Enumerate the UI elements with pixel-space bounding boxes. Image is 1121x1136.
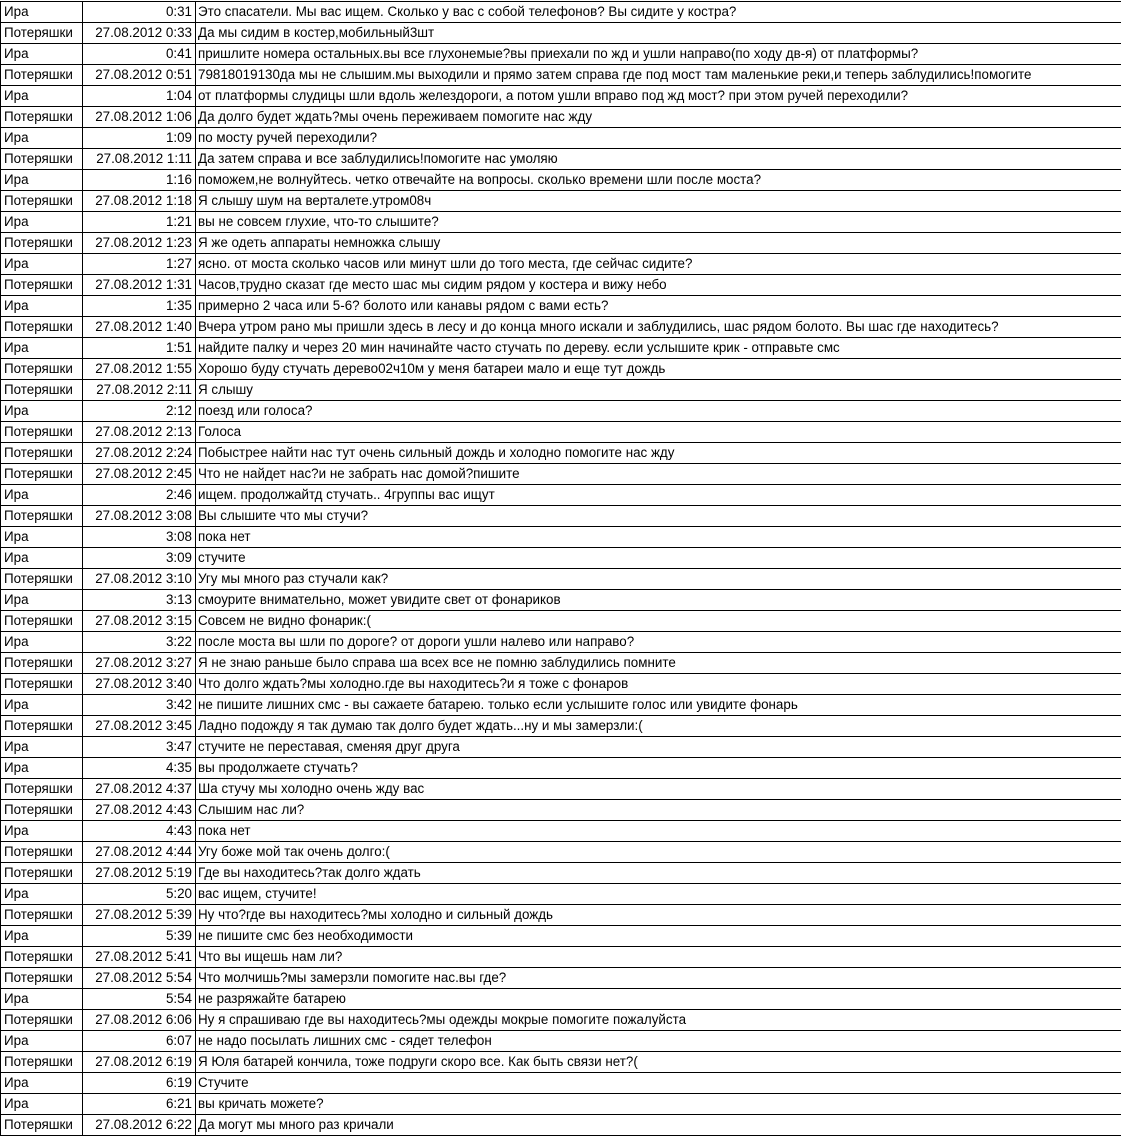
message-cell: Побыстрее найти нас тут очень сильный дождь и холодно помогите нас жду	[196, 443, 1121, 464]
time-cell: 27.08.2012 1:11	[83, 149, 196, 170]
message-cell: Что молчишь?мы замерзли помогите нас.вы где?	[196, 968, 1121, 989]
message-cell: Угу мы много раз стучали как?	[196, 569, 1121, 590]
message-cell: Вчера утром рано мы пришли здесь в лесу и до конца много искали и заблудились, шас рядом болото. Вы шас где находитесь?	[196, 317, 1121, 338]
message-cell: ищем. продолжайтд стучать.. 4группы вас ищут	[196, 485, 1121, 506]
table-row	[1, 1094, 1121, 1115]
time-cell: 5:54	[83, 989, 196, 1010]
time-cell: 3:42	[83, 695, 196, 716]
table-row	[1, 1010, 1121, 1031]
time-cell: 2:12	[83, 401, 196, 422]
time-cell: 27.08.2012 0:51	[83, 65, 196, 86]
table-row	[1, 464, 1121, 485]
sender-cell: Потеряшки	[1, 1010, 83, 1031]
sender-cell: Ира	[1, 590, 83, 611]
sender-cell: Потеряшки	[1, 317, 83, 338]
message-cell: вы не совсем глухие, что-то слышите?	[196, 212, 1121, 233]
message-cell: ясно. от моста сколько часов или минут шли до того места, где сейчас сидите?	[196, 254, 1121, 275]
sender-cell: Потеряшки	[1, 716, 83, 737]
time-cell: 27.08.2012 5:54	[83, 968, 196, 989]
table-row	[1, 1115, 1121, 1136]
sender-cell: Потеряшки	[1, 65, 83, 86]
table-row	[1, 695, 1121, 716]
message-cell: Я Юля батарей кончила, тоже подруги скоро все. Как быть связи нет?(	[196, 1052, 1121, 1073]
sender-cell: Потеряшки	[1, 779, 83, 800]
time-cell: 1:16	[83, 170, 196, 191]
sender-cell: Ира	[1, 695, 83, 716]
sender-cell: Потеряшки	[1, 674, 83, 695]
table-row	[1, 1031, 1121, 1052]
time-cell: 1:35	[83, 296, 196, 317]
table-row	[1, 779, 1121, 800]
sender-cell: Ира	[1, 2, 83, 23]
time-cell: 5:39	[83, 926, 196, 947]
sender-cell: Потеряшки	[1, 800, 83, 821]
table-row	[1, 632, 1121, 653]
message-cell: не пишите лишних смс - вы сажаете батарею. только если услышите голос или увидите фонарь	[196, 695, 1121, 716]
table-row	[1, 86, 1121, 107]
sender-cell: Потеряшки	[1, 611, 83, 632]
sender-cell: Ира	[1, 632, 83, 653]
sender-cell: Ира	[1, 1073, 83, 1094]
sender-cell: Ира	[1, 296, 83, 317]
table-row	[1, 947, 1121, 968]
table-row	[1, 968, 1121, 989]
table-row	[1, 128, 1121, 149]
time-cell: 3:08	[83, 527, 196, 548]
time-cell: 1:04	[83, 86, 196, 107]
table-row	[1, 149, 1121, 170]
message-cell: вас ищем, стучите!	[196, 884, 1121, 905]
table-row	[1, 233, 1121, 254]
message-cell: Я не знаю раньше было справа ша всех все не помню заблудились помните	[196, 653, 1121, 674]
time-cell: 5:20	[83, 884, 196, 905]
time-cell: 4:35	[83, 758, 196, 779]
message-cell: Да затем справа и все заблудились!помогите нас умоляю	[196, 149, 1121, 170]
table-row	[1, 863, 1121, 884]
time-cell: 4:43	[83, 821, 196, 842]
time-cell: 27.08.2012 3:45	[83, 716, 196, 737]
table-row	[1, 611, 1121, 632]
table-row	[1, 548, 1121, 569]
table-row	[1, 653, 1121, 674]
sender-cell: Ира	[1, 821, 83, 842]
table-row	[1, 422, 1121, 443]
time-cell: 27.08.2012 3:27	[83, 653, 196, 674]
message-cell: Слышим нас ли?	[196, 800, 1121, 821]
table-row	[1, 107, 1121, 128]
table-row	[1, 212, 1121, 233]
time-cell: 3:22	[83, 632, 196, 653]
sender-cell: Ира	[1, 44, 83, 65]
message-cell: поезд или голоса?	[196, 401, 1121, 422]
message-cell: Что вы ищешь нам ли?	[196, 947, 1121, 968]
time-cell: 27.08.2012 3:40	[83, 674, 196, 695]
table-row	[1, 527, 1121, 548]
message-cell: найдите палку и через 20 мин начинайте часто стучать по дереву. если услышите крик - отправьте смс	[196, 338, 1121, 359]
message-cell: стучите	[196, 548, 1121, 569]
table-row	[1, 443, 1121, 464]
sender-cell: Ира	[1, 1031, 83, 1052]
table-row	[1, 2, 1121, 23]
time-cell: 6:19	[83, 1073, 196, 1094]
message-cell: 79818019130да мы не слышим.мы выходили и прямо затем справа где под мост там маленькие реки,и теперь заблудились!помогите	[196, 65, 1121, 86]
sender-cell: Ира	[1, 1094, 83, 1115]
time-cell: 27.08.2012 1:31	[83, 275, 196, 296]
time-cell: 27.08.2012 4:37	[83, 779, 196, 800]
time-cell: 3:47	[83, 737, 196, 758]
time-cell: 3:13	[83, 590, 196, 611]
time-cell: 6:07	[83, 1031, 196, 1052]
message-cell: после моста вы шли по дороге? от дороги ушли налево или направо?	[196, 632, 1121, 653]
message-cell: Хорошо буду стучать дерево02ч10м у меня батареи мало и еще тут дождь	[196, 359, 1121, 380]
table-row	[1, 23, 1121, 44]
sms-log-table	[0, 1, 1121, 1136]
time-cell: 27.08.2012 2:13	[83, 422, 196, 443]
table-row	[1, 800, 1121, 821]
table-row	[1, 506, 1121, 527]
table-row	[1, 1052, 1121, 1073]
time-cell: 27.08.2012 6:22	[83, 1115, 196, 1136]
message-cell: стучите не переставая, сменяя друг друга	[196, 737, 1121, 758]
message-cell: пока нет	[196, 527, 1121, 548]
message-cell: Это спасатели. Мы вас ищем. Сколько у вас с собой телефонов? Вы сидите у костра?	[196, 2, 1121, 23]
sender-cell: Ира	[1, 254, 83, 275]
message-cell: Ладно подожду я так думаю так долго будет ждать...ну и мы замерзли:(	[196, 716, 1121, 737]
message-cell: Да долго будет ждать?мы очень переживаем помогите нас жду	[196, 107, 1121, 128]
table-row	[1, 569, 1121, 590]
table-row	[1, 275, 1121, 296]
message-cell: Что не найдет нас?и не забрать нас домой?пишите	[196, 464, 1121, 485]
time-cell: 27.08.2012 1:40	[83, 317, 196, 338]
sender-cell: Потеряшки	[1, 863, 83, 884]
time-cell: 1:27	[83, 254, 196, 275]
message-cell: Что долго ждать?мы холодно.где вы находитесь?и я тоже с фонаров	[196, 674, 1121, 695]
sender-cell: Ира	[1, 884, 83, 905]
table-row	[1, 359, 1121, 380]
time-cell: 27.08.2012 2:24	[83, 443, 196, 464]
message-cell: Вы слышите что мы стучи?	[196, 506, 1121, 527]
message-cell: Где вы находитесь?так долго ждать	[196, 863, 1121, 884]
table-row	[1, 65, 1121, 86]
sender-cell: Ира	[1, 86, 83, 107]
table-row	[1, 254, 1121, 275]
time-cell: 0:41	[83, 44, 196, 65]
message-cell: не разряжайте батарею	[196, 989, 1121, 1010]
sender-cell: Ира	[1, 527, 83, 548]
sender-cell: Ира	[1, 128, 83, 149]
message-cell: Угу боже мой так очень долго:(	[196, 842, 1121, 863]
sender-cell: Ира	[1, 989, 83, 1010]
message-cell: Стучите	[196, 1073, 1121, 1094]
sender-cell: Ира	[1, 485, 83, 506]
table-row	[1, 737, 1121, 758]
message-cell: не надо посылать лишних смс - сядет телефон	[196, 1031, 1121, 1052]
sender-cell: Потеряшки	[1, 905, 83, 926]
sender-cell: Потеряшки	[1, 464, 83, 485]
time-cell: 27.08.2012 2:11	[83, 380, 196, 401]
time-cell: 27.08.2012 4:43	[83, 800, 196, 821]
table-row	[1, 905, 1121, 926]
sender-cell: Ира	[1, 170, 83, 191]
sender-cell: Потеряшки	[1, 359, 83, 380]
sender-cell: Потеряшки	[1, 233, 83, 254]
sender-cell: Потеряшки	[1, 422, 83, 443]
time-cell: 27.08.2012 5:39	[83, 905, 196, 926]
time-cell: 1:21	[83, 212, 196, 233]
time-cell: 27.08.2012 1:23	[83, 233, 196, 254]
sender-cell: Потеряшки	[1, 149, 83, 170]
sender-cell: Потеряшки	[1, 380, 83, 401]
sender-cell: Потеряшки	[1, 1052, 83, 1073]
time-cell: 27.08.2012 3:15	[83, 611, 196, 632]
message-cell: Да могут мы много раз кричали	[196, 1115, 1121, 1136]
sender-cell: Ира	[1, 212, 83, 233]
sender-cell: Потеряшки	[1, 968, 83, 989]
message-cell: смоурите внимательно, может увидите свет от фонариков	[196, 590, 1121, 611]
sms-log-body	[1, 2, 1121, 1136]
table-row	[1, 758, 1121, 779]
time-cell: 2:46	[83, 485, 196, 506]
message-cell: Ну что?где вы находитесь?мы холодно и сильный дождь	[196, 905, 1121, 926]
time-cell: 27.08.2012 3:10	[83, 569, 196, 590]
table-row	[1, 842, 1121, 863]
message-cell: Я же одеть аппараты немножка слышу	[196, 233, 1121, 254]
message-cell: пришлите номера остальных.вы все глухонемые?вы приехали по жд и ушли направо(по ходу дв-я) от платформы?	[196, 44, 1121, 65]
message-cell: Голоса	[196, 422, 1121, 443]
sender-cell: Ира	[1, 926, 83, 947]
time-cell: 27.08.2012 1:55	[83, 359, 196, 380]
sender-cell: Ира	[1, 401, 83, 422]
sender-cell: Потеряшки	[1, 443, 83, 464]
sender-cell: Потеряшки	[1, 23, 83, 44]
message-cell: Я слышу шум на верталете.утром08ч	[196, 191, 1121, 212]
sender-cell: Потеряшки	[1, 275, 83, 296]
time-cell: 27.08.2012 6:06	[83, 1010, 196, 1031]
message-cell: от платформы слудицы шли вдоль желездороги, а потом ушли вправо под жд мост? при этом ручей переходили?	[196, 86, 1121, 107]
time-cell: 27.08.2012 5:41	[83, 947, 196, 968]
time-cell: 27.08.2012 4:44	[83, 842, 196, 863]
sender-cell: Потеряшки	[1, 506, 83, 527]
table-row	[1, 590, 1121, 611]
table-row	[1, 1073, 1121, 1094]
table-row	[1, 44, 1121, 65]
message-cell: Часов,трудно сказат где место шас мы сидим рядом у костера и вижу небо	[196, 275, 1121, 296]
table-row	[1, 296, 1121, 317]
table-row	[1, 674, 1121, 695]
message-cell: вы продолжаете стучать?	[196, 758, 1121, 779]
table-row	[1, 170, 1121, 191]
message-cell: Ша стучу мы холодно очень жду вас	[196, 779, 1121, 800]
sender-cell: Ира	[1, 737, 83, 758]
table-row	[1, 338, 1121, 359]
time-cell: 27.08.2012 6:19	[83, 1052, 196, 1073]
message-cell: вы кричать можете?	[196, 1094, 1121, 1115]
time-cell: 1:09	[83, 128, 196, 149]
sender-cell: Ира	[1, 338, 83, 359]
table-row	[1, 989, 1121, 1010]
time-cell: 27.08.2012 3:08	[83, 506, 196, 527]
time-cell: 27.08.2012 2:45	[83, 464, 196, 485]
sender-cell: Потеряшки	[1, 842, 83, 863]
table-row	[1, 884, 1121, 905]
message-cell: Ну я спрашиваю где вы находитесь?мы одежды мокрые помогите пожалуйста	[196, 1010, 1121, 1031]
message-cell: поможем,не волнуйтесь. четко отвечайте на вопросы. сколько времени шли после моста?	[196, 170, 1121, 191]
sender-cell: Потеряшки	[1, 191, 83, 212]
time-cell: 1:51	[83, 338, 196, 359]
table-row	[1, 191, 1121, 212]
sender-cell: Потеряшки	[1, 1115, 83, 1136]
table-row	[1, 716, 1121, 737]
time-cell: 27.08.2012 0:33	[83, 23, 196, 44]
message-cell: пока нет	[196, 821, 1121, 842]
time-cell: 0:31	[83, 2, 196, 23]
message-cell: Я слышу	[196, 380, 1121, 401]
time-cell: 27.08.2012 1:06	[83, 107, 196, 128]
sender-cell: Ира	[1, 548, 83, 569]
sender-cell: Ира	[1, 758, 83, 779]
sender-cell: Потеряшки	[1, 947, 83, 968]
time-cell: 27.08.2012 5:19	[83, 863, 196, 884]
time-cell: 27.08.2012 1:18	[83, 191, 196, 212]
table-row	[1, 317, 1121, 338]
table-row	[1, 821, 1121, 842]
message-cell: Совсем не видно фонарик:(	[196, 611, 1121, 632]
sender-cell: Потеряшки	[1, 569, 83, 590]
sender-cell: Потеряшки	[1, 653, 83, 674]
table-row	[1, 926, 1121, 947]
table-row	[1, 401, 1121, 422]
table-row	[1, 485, 1121, 506]
time-cell: 6:21	[83, 1094, 196, 1115]
message-cell: Да мы сидим в костер,мобильный3шт	[196, 23, 1121, 44]
time-cell: 3:09	[83, 548, 196, 569]
table-row	[1, 380, 1121, 401]
sender-cell: Потеряшки	[1, 107, 83, 128]
message-cell: по мосту ручей переходили?	[196, 128, 1121, 149]
message-cell: примерно 2 часа или 5-6? болото или канавы рядом с вами есть?	[196, 296, 1121, 317]
message-cell: не пишите смс без необходимости	[196, 926, 1121, 947]
